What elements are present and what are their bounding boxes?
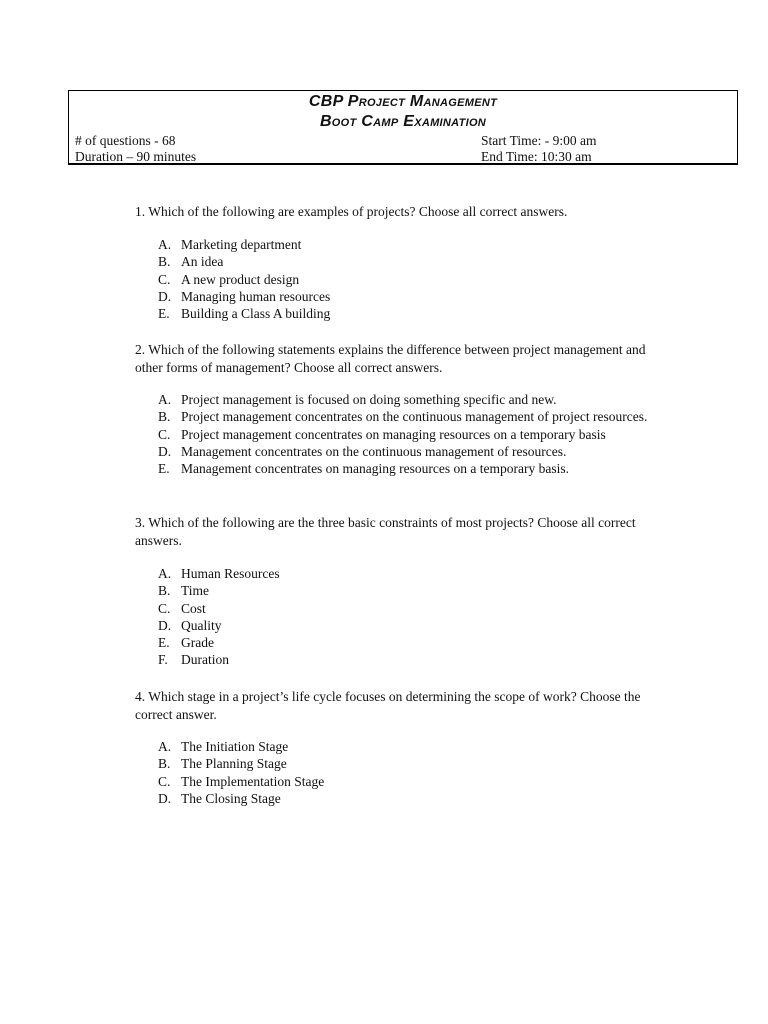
answer-option <box>158 271 658 288</box>
option-text: An idea <box>181 254 224 270</box>
option-text: Grade <box>181 635 214 651</box>
answer-option <box>158 288 658 305</box>
question-prompt: 1. Which of the following are examples of projects? Choose all correct answers. <box>135 204 568 219</box>
option-text: Human Resources <box>181 566 280 581</box>
option-text: A new product design <box>181 271 300 287</box>
option-letter: C. <box>158 426 171 442</box>
answer-option <box>158 391 658 408</box>
exam-duration: Duration – 90 minutes <box>75 149 197 164</box>
option-text: The Planning Stage <box>181 756 287 772</box>
option-text: The Initiation Stage <box>181 739 289 754</box>
option-letter: E. <box>158 461 170 477</box>
option-letter: B. <box>158 756 171 772</box>
option-text: Project management concentrates on managing resources on a temporary basis <box>181 426 606 442</box>
option-text: Building a Class A building <box>181 306 331 322</box>
option-letter: D. <box>158 617 172 633</box>
questions-count: # of questions - 68 <box>75 133 176 148</box>
answer-option <box>158 305 658 322</box>
option-letter: B. <box>158 583 171 599</box>
start-time: Start Time: - 9:00 am <box>481 133 597 148</box>
option-letter: A. <box>158 237 172 252</box>
question-2 <box>135 341 675 477</box>
answer-option <box>158 426 658 443</box>
option-text: Duration <box>181 652 229 668</box>
question-4 <box>135 688 675 806</box>
answer-option <box>158 651 658 668</box>
option-letter: C. <box>158 773 171 789</box>
option-letter: A. <box>158 566 172 581</box>
answer-option <box>158 408 658 425</box>
answer-option <box>158 582 658 599</box>
answer-option <box>158 600 658 617</box>
option-letter: C. <box>158 600 171 616</box>
exam-title: CBP Project Management <box>308 93 498 110</box>
option-text: Quality <box>181 617 222 633</box>
question-1 <box>135 203 675 322</box>
answer-options <box>158 738 658 807</box>
answer-option <box>158 236 658 253</box>
option-text: The Implementation Stage <box>181 773 325 789</box>
option-letter: E. <box>158 306 170 322</box>
option-letter: F. <box>158 652 168 668</box>
answer-option <box>158 253 658 270</box>
option-letter: A. <box>158 739 172 754</box>
option-text: Management concentrates on the continuous management of resources. <box>181 443 567 459</box>
option-letter: D. <box>158 443 172 459</box>
option-text: Project management concentrates on the continuous management of project resources. <box>181 409 648 425</box>
option-text: Management concentrates on managing resources on a temporary basis. <box>181 461 569 477</box>
answer-option <box>158 443 658 460</box>
answer-option <box>158 565 658 582</box>
option-text: Time <box>181 583 210 599</box>
option-text: Marketing department <box>181 237 302 252</box>
answer-option <box>158 773 658 790</box>
option-text: Cost <box>181 600 206 616</box>
answer-options <box>158 565 658 669</box>
option-text: The Closing Stage <box>181 790 281 806</box>
exam-header <box>68 90 738 165</box>
question-prompt: 4. Which stage in a project’s life cycle focuses on determining the scope of work? Choose the correct answer. <box>135 689 641 722</box>
answer-option <box>158 790 658 807</box>
question-prompt: 2. Which of the following statements explains the difference between project management and other forms of management? Choose all correct answers. <box>135 342 646 375</box>
answer-option <box>158 460 658 477</box>
question-3 <box>135 514 675 668</box>
end-time: End Time: 10:30 am <box>481 149 592 164</box>
option-letter: D. <box>158 288 172 304</box>
answer-option <box>158 634 658 651</box>
option-letter: E. <box>158 635 170 651</box>
answer-option <box>158 755 658 772</box>
question-prompt: 3. Which of the following are the three basic constraints of most projects? Choose all correct answers. <box>135 515 636 548</box>
option-letter: B. <box>158 254 171 270</box>
option-letter: D. <box>158 790 172 806</box>
option-letter: A. <box>158 392 172 407</box>
option-letter: B. <box>158 409 171 425</box>
option-text: Project management is focused on doing something specific and new. <box>181 392 557 407</box>
option-letter: C. <box>158 271 171 287</box>
answer-option <box>158 738 658 755</box>
answer-options <box>158 391 658 477</box>
answer-option <box>158 617 658 634</box>
exam-subtitle: Boot Camp Examination <box>319 113 487 130</box>
answer-options <box>158 236 658 322</box>
option-text: Managing human resources <box>181 288 331 304</box>
